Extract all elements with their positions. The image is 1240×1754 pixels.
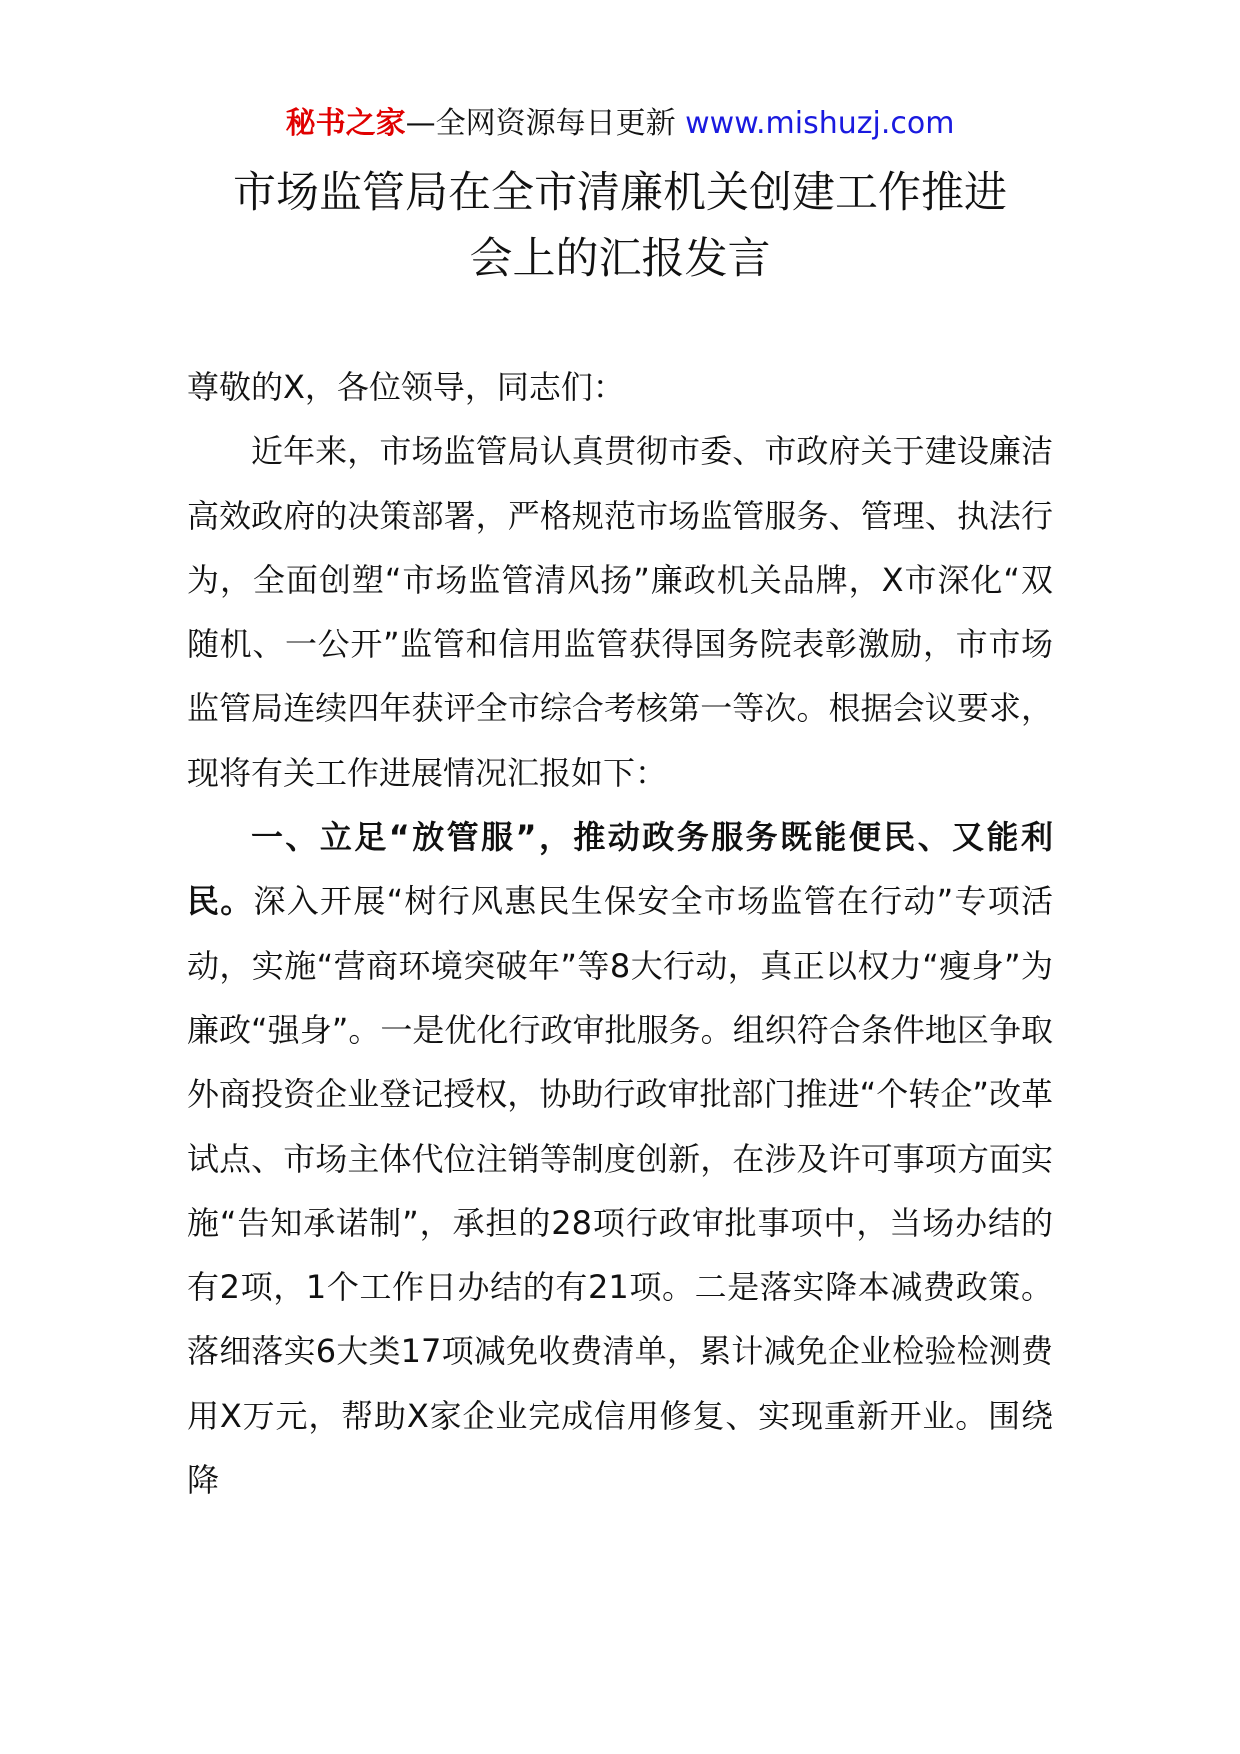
site-url-link[interactable]: www.mishuzj.com	[685, 106, 955, 141]
title-line-2: 会上的汇报发言	[469, 234, 771, 284]
site-header	[0, 102, 1240, 146]
header-tagline: —全网资源每日更新	[405, 106, 676, 141]
intro-paragraph: 近年来，市场监管局认真贯彻市委、市政府关于建设廉洁高效政府的决策部署，严格规范市场监管服务、管理、执法行为，全面创塑“市场监管清风扬”廉政机关品牌，X市深化“双随机、一公开”监管和信用监管获得国务院表彰激励，市市场监管局连续四年获评全市综合考核第一等次。根据会议要求，现将有关工作进展情况汇报如下：	[187, 432, 1053, 792]
section-1-heading: 一、立足“放管服”，推动政务服务既能便民、又能利民。	[187, 818, 1053, 921]
salutation: 尊敬的X，各位领导，同志们：	[187, 368, 625, 406]
document-title	[150, 160, 1090, 292]
section-1-paragraph	[187, 805, 1053, 1512]
document-body	[187, 355, 1053, 1512]
title-line-1: 市场监管局在全市清廉机关创建工作推进	[233, 168, 1007, 218]
section-1-text: 深入开展“树行风惠民生保安全市场监管在行动”专项活动，实施“营商环境突破年”等8大行动，真正以权力“瘦身”为廉政“强身”。一是优化行政审批服务。组织符合条件地区争取外商投资企业登记授权，协助行政审批部门推进“个转企”改革试点、市场主体代位注销等制度创新，在涉及许可事项方面实施“告知承诺制”，承担的28项行政审批事项中，当场办结的有2项，1个工作日办结的有21项。二是落实降本减费政策。落细落实6大类17项减免收费清单，累计减免企业检验检测费用X万元，帮助X家企业完成信用修复、实现重新开业。围绕降	[187, 882, 1053, 1500]
brand-name: 秘书之家	[285, 106, 406, 141]
